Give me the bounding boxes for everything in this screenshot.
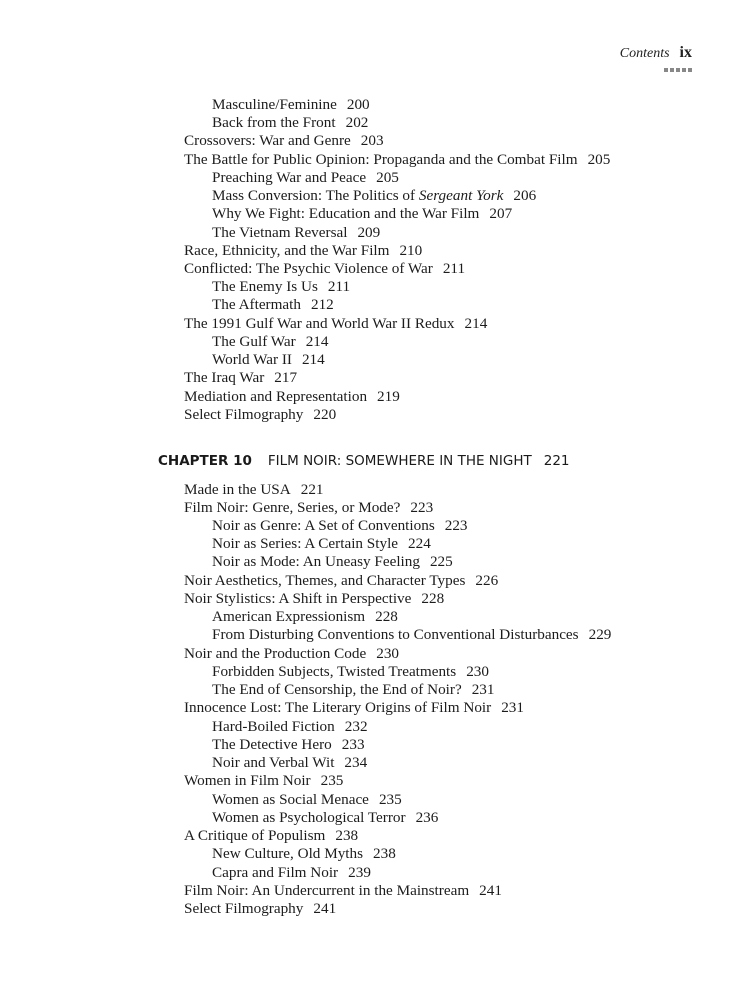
- dot: [688, 68, 692, 72]
- toc-entry: [184, 699, 524, 717]
- toc-entry: [212, 333, 328, 351]
- toc-entry: [212, 278, 350, 296]
- toc-entry-page: 223: [410, 499, 434, 516]
- toc-entry: [212, 553, 453, 571]
- toc-entry-page: 205: [376, 169, 399, 186]
- toc-entry-title: Why We Fight: Education and the War Film: [212, 205, 480, 222]
- toc-entry: [184, 315, 487, 333]
- toc-entry: [212, 845, 396, 863]
- toc-entry-title: American Expressionism: [212, 608, 366, 625]
- toc-entry-page: 200: [346, 96, 370, 113]
- toc-entry-page: 235: [320, 772, 344, 789]
- toc-entry-page: 228: [421, 590, 445, 607]
- toc-entry-title: Conflicted: The Psychic Violence of War: [184, 260, 433, 277]
- toc-entry: [212, 517, 468, 535]
- toc-entry: [184, 369, 297, 387]
- toc-entry-title: The Iraq War: [184, 369, 265, 386]
- toc-entry-page: 225: [429, 553, 453, 570]
- toc-entry-page: 211: [327, 278, 351, 295]
- toc-entry-page: 220: [313, 406, 337, 423]
- toc-entry-title: Race, Ethnicity, and the War Film: [184, 242, 390, 259]
- toc-entry-title: The Battle for Public Opinion: Propaganda and the Combat Film: [184, 151, 578, 168]
- toc-entry-page: 210: [399, 242, 423, 259]
- toc-entry-page: 230: [376, 645, 400, 662]
- toc-entry-title: Noir and Verbal Wit: [212, 754, 335, 771]
- toc-entry-page: 233: [341, 736, 365, 753]
- toc-entry-title: Select Filmography: [184, 900, 304, 917]
- toc-entry-page: 221: [300, 481, 324, 498]
- toc-entry-title: The End of Censorship, the End of Noir?: [212, 681, 462, 698]
- toc-entry: [184, 260, 465, 278]
- toc-entry-page: 229: [588, 626, 612, 643]
- toc-entry: [212, 754, 367, 772]
- chapter-heading: [158, 453, 570, 469]
- toc-entry-page: 219: [377, 388, 400, 405]
- toc-entry-title: Capra and Film Noir: [212, 864, 339, 881]
- toc-entry-title: A Critique of Populism: [184, 827, 326, 844]
- toc-entry-italic-title: Sergeant York: [418, 187, 504, 204]
- toc-entry-page: 224: [408, 535, 431, 552]
- toc-entry-title: World War II: [212, 351, 292, 368]
- dot: [682, 68, 686, 72]
- toc-entry-title: The Enemy Is Us: [212, 278, 318, 295]
- toc-entry: [184, 772, 343, 790]
- toc-entry: [212, 296, 334, 314]
- toc-entry-title: Noir as Series: A Certain Style: [212, 535, 399, 552]
- toc-entry: [184, 900, 336, 918]
- toc-entry: [212, 809, 438, 827]
- toc-entry: [212, 718, 368, 736]
- toc-entry-page: 235: [378, 791, 402, 808]
- toc-entry: [212, 96, 370, 114]
- toc-entry-title: Crossovers: War and Genre: [184, 132, 351, 149]
- toc-entry-title: Select Filmography: [184, 406, 304, 423]
- toc-entry: [212, 663, 489, 681]
- toc-entry: [184, 388, 400, 406]
- toc-entry: [184, 132, 384, 150]
- toc-entry-page: 223: [444, 517, 468, 534]
- toc-entry: [184, 481, 324, 499]
- toc-entry: [212, 608, 398, 626]
- toc-entry-page: 203: [360, 132, 384, 149]
- toc-entry-page: 231: [501, 699, 524, 716]
- toc-entry-page: 236: [415, 809, 439, 826]
- toc-entry-page: 207: [489, 205, 513, 222]
- toc-entry-page: 238: [373, 845, 396, 862]
- toc-entry-page: 232: [344, 718, 368, 735]
- toc-entry: [212, 114, 368, 132]
- dot: [670, 68, 674, 72]
- toc-entry: [212, 736, 365, 754]
- toc-entry: [184, 242, 422, 260]
- toc-entry-title: Hard-Boiled Fiction: [212, 718, 335, 735]
- toc-entry-page: 228: [375, 608, 398, 625]
- toc-entry: [212, 351, 325, 369]
- toc-entry: [184, 499, 433, 517]
- toc-entry-title: Back from the Front: [212, 114, 336, 131]
- toc-entry: [212, 864, 371, 882]
- toc-entry-page: 202: [345, 114, 369, 131]
- toc-entry-title: Women as Social Menace: [212, 791, 369, 808]
- toc-entry: [184, 572, 498, 590]
- toc-entry: [212, 224, 380, 242]
- toc-entry-title: The Gulf War: [212, 333, 296, 350]
- toc-entry-title: From Disturbing Conventions to Conventional Disturbances: [212, 626, 579, 643]
- toc-entry: [184, 151, 610, 169]
- toc-entry-page: 205: [587, 151, 611, 168]
- toc-entry-page: 230: [466, 663, 489, 680]
- toc-entry-title: Mass Conversion: The Politics of: [212, 187, 419, 204]
- toc-entry-page: 209: [357, 224, 381, 241]
- chapter-label: CHAPTER 10: [158, 453, 252, 469]
- toc-entry: [212, 169, 399, 187]
- running-header-title: Contents: [619, 46, 670, 61]
- toc-entry-title: New Culture, Old Myths: [212, 845, 364, 862]
- toc-entry-title: Women in Film Noir: [184, 772, 311, 789]
- toc-entry-page: 241: [313, 900, 337, 917]
- toc-entry-page: 217: [274, 369, 298, 386]
- toc-entry-title: Film Noir: Genre, Series, or Mode?: [184, 499, 401, 516]
- page-number: ix: [679, 44, 692, 61]
- toc-entry-title: Women as Psychological Terror: [212, 809, 406, 826]
- toc-entry: [212, 626, 611, 644]
- toc-entry: [184, 645, 399, 663]
- toc-entry: [184, 827, 358, 845]
- running-header: [620, 44, 692, 62]
- toc-entry-page: 239: [348, 864, 371, 881]
- toc-entry: [212, 187, 536, 205]
- chapter-title: FILM NOIR: SOMEWHERE IN THE NIGHT: [267, 453, 532, 469]
- toc-entry-page: 206: [513, 187, 537, 204]
- toc-entry-title: Noir as Genre: A Set of Conventions: [212, 517, 435, 534]
- toc-entry-page: 238: [335, 827, 359, 844]
- toc-entry: [212, 681, 494, 699]
- toc-entry: [184, 882, 502, 900]
- toc-entry: [212, 791, 402, 809]
- toc-entry-title: Mediation and Representation: [184, 388, 368, 405]
- toc-entry-page: 212: [310, 296, 334, 313]
- toc-entry-title: The Detective Hero: [212, 736, 332, 753]
- toc-entry-title: Preaching War and Peace: [212, 169, 367, 186]
- dot: [664, 68, 668, 72]
- toc-entry-title: Made in the USA: [184, 481, 291, 498]
- toc-entry-title: Innocence Lost: The Literary Origins of Film Noir: [184, 699, 492, 716]
- toc-entry-title: The 1991 Gulf War and World War II Redux: [184, 315, 455, 332]
- toc-entry: [184, 590, 444, 608]
- toc-entry-title: Masculine/Feminine: [212, 96, 337, 113]
- toc-entry-title: Noir Aesthetics, Themes, and Character Types: [184, 572, 466, 589]
- toc-entry-page: 226: [475, 572, 499, 589]
- toc-entry-page: 214: [301, 351, 325, 368]
- toc-entry-title: Film Noir: An Undercurrent in the Mainstream: [184, 882, 470, 899]
- toc-entry-title: The Aftermath: [212, 296, 301, 313]
- toc-entry-page: 211: [442, 260, 466, 277]
- toc-entry: [212, 535, 431, 553]
- toc-entry-page: 241: [479, 882, 502, 899]
- decorative-dots: [664, 68, 692, 72]
- toc-entry-title: Forbidden Subjects, Twisted Treatments: [212, 663, 457, 680]
- toc-entry-title: The Vietnam Reversal: [212, 224, 348, 241]
- toc-entry-title: Noir and the Production Code: [184, 645, 367, 662]
- toc-entry-page: 234: [344, 754, 368, 771]
- chapter-page: 221: [543, 453, 570, 469]
- toc-entry: [212, 205, 512, 223]
- dot: [676, 68, 680, 72]
- toc-entry-page: 214: [464, 315, 488, 332]
- toc-entry-page: 231: [471, 681, 495, 698]
- toc-entry-title: Noir Stylistics: A Shift in Perspective: [184, 590, 412, 607]
- toc-entry-page: 214: [305, 333, 329, 350]
- toc-entry-title: Noir as Mode: An Uneasy Feeling: [212, 553, 420, 570]
- toc-entry: [184, 406, 336, 424]
